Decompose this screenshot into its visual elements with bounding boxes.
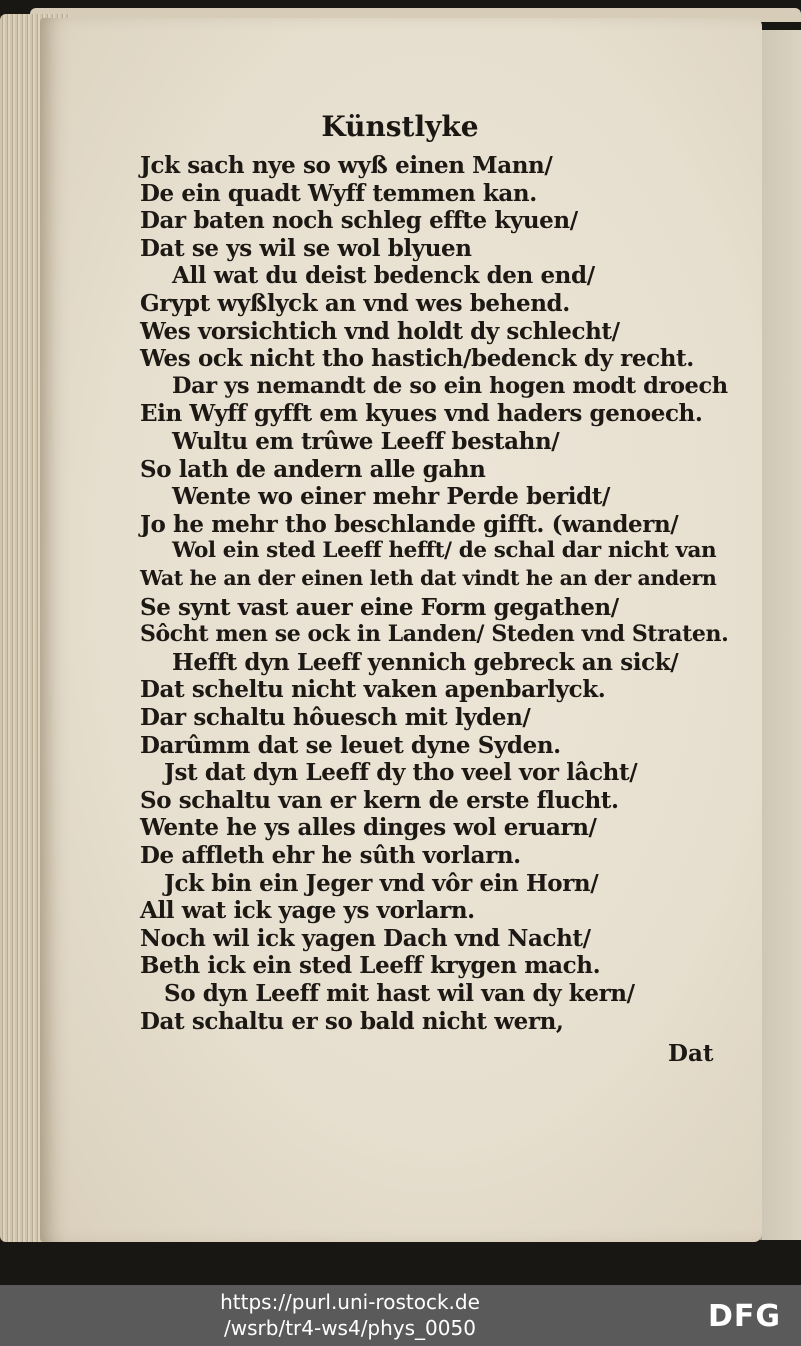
verse-line: De ein quadt Wyff temmen kan. — [140, 179, 537, 207]
verse-line: Dar schaltu hôuesch mit lyden/ — [140, 704, 531, 731]
verse-line: Ein Wyff gyfft em kyues vnd haders genoech. — [140, 400, 703, 428]
verse-line: Dar baten noch schleg effte kyuen/ — [140, 207, 578, 235]
verse-line: All wat ick yage ys vorlarn. — [140, 897, 475, 925]
verse-line: Jst dat dyn Leeff dy tho veel vor lâcht/ — [164, 759, 638, 787]
verse-line: Sôcht men se ock in Landen/ Steden vnd Straten. — [140, 621, 729, 648]
verse-line: Dat se ys wil se wol blyuen — [140, 234, 472, 262]
verse-line: Wes ock nicht tho hastich/bedenck dy recht. — [140, 345, 694, 373]
verse-line: All wat du deist bedenck den end/ — [172, 262, 595, 290]
permalink-line-2[interactable]: /wsrb/tr4-ws4/phys_0050 — [224, 1316, 476, 1340]
catchword: Dat — [668, 1040, 714, 1067]
verse-line: Wultu em trûwe Leeff bestahn/ — [172, 428, 560, 455]
verse-line: Wat he an der einen leth dat vindt he an der andern — [140, 566, 717, 590]
dfg-logo: DFG — [708, 1299, 782, 1334]
verse-line: Wes vorsichtich vnd holdt dy schlecht/ — [140, 317, 620, 345]
verse-line: Dat schaltu er so bald nicht wern, — [140, 1007, 564, 1035]
permalink[interactable] — [140, 1289, 560, 1341]
footer-bar — [0, 1285, 801, 1346]
verse-line: Grypt wyßlyck an vnd wes behend. — [140, 290, 570, 317]
verse-line: Dat scheltu nicht vaken apenbarlyck. — [140, 676, 606, 704]
verse-line: So schaltu van er kern de erste flucht. — [140, 786, 619, 814]
verse-line: Dar ys nemandt de so ein hogen modt droech — [172, 372, 728, 399]
page-heading: Künstlyke — [321, 110, 479, 143]
verse-line: Beth ick ein sted Leeff krygen mach. — [140, 952, 601, 980]
verse-line: Wente he ys alles dinges wol eruarn/ — [140, 814, 597, 842]
verse-line: So lath de andern alle gahn — [140, 455, 486, 483]
verse-line: Se synt vast auer eine Form gegathen/ — [140, 593, 619, 621]
verse-line: Jo he mehr tho beschlande gifft. (wandern/ — [140, 510, 679, 538]
adjacent-page-edge — [760, 30, 801, 1240]
verse-line: Noch wil ick yagen Dach vnd Nacht/ — [140, 924, 591, 952]
verse-line: Wol ein sted Leeff hefft/ de schal dar nicht van — [172, 538, 717, 564]
verse-line: De affleth ehr he sûth vorlarn. — [140, 842, 521, 869]
verse-line: So dyn Leeff mit hast wil van dy kern/ — [164, 980, 635, 1007]
verse-line: Wente wo einer mehr Perde beridt/ — [172, 483, 611, 511]
verse-line: Jck bin ein Jeger vnd vôr ein Horn/ — [164, 869, 599, 897]
verse-line: Darûmm dat se leuet dyne Syden. — [140, 731, 561, 759]
verse-line: Jck sach nye so wyß einen Mann/ — [140, 152, 553, 179]
verse-line: Hefft dyn Leeff yennich gebreck an sick/ — [172, 648, 679, 676]
permalink-line-1[interactable]: https://purl.uni-rostock.de — [220, 1290, 480, 1314]
